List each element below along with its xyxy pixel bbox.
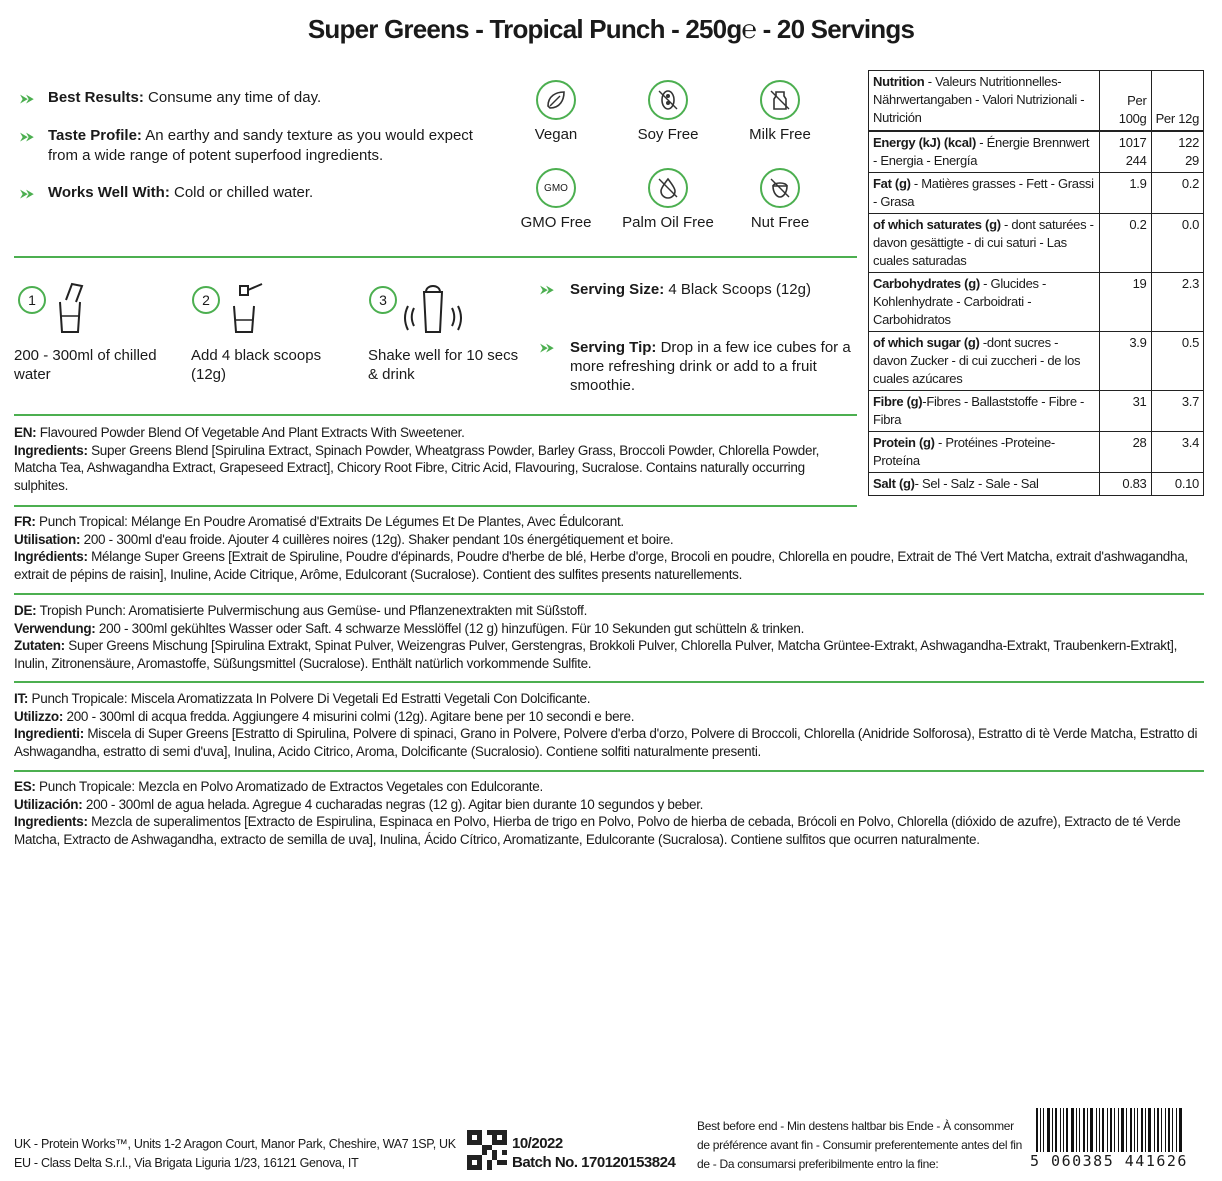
badge-vegan: Vegan <box>501 80 611 143</box>
barcode-bar <box>1090 1108 1093 1152</box>
water-glass-icon <box>52 280 86 336</box>
barcode-icon <box>1036 1108 1200 1152</box>
barcode-bar <box>1096 1108 1097 1152</box>
barcode-bar <box>1107 1108 1108 1152</box>
palm-oil-free-icon <box>648 168 688 208</box>
barcode-bar <box>1063 1108 1064 1152</box>
footer-addresses <box>14 1135 464 1173</box>
barcode-bar <box>1114 1108 1115 1152</box>
barcode-bar <box>1118 1108 1119 1152</box>
lang-it: IT: Punch Tropicale: Miscela Aromatizzata In Polvere Di Vegetali Ed Estratti Vegetali Con Dolcificante. Utilizzo: 200 - 300ml di acqua fredda. Aggiungere 4 misurini colmi (12g). Agitare bene per 10 secondi e bere. Ingredienti: Miscela di Super Greens [Estratto di Spirulina, Polvere di spinaci, Grano in Polvere, Polvere d'erba d'orzo, Polvere di Broccoli, Chlorella (Anidride Solforosa), Estratto di tè Verde Matcha, Estratto di Ashwagandha, estratto di semi d'uva], Inulina, Acido Citrico, Aroma, Dolcificante (Sucralosio). Contiene solfiti naturalmente presenti. <box>14 691 1198 759</box>
nut-free-icon <box>760 168 800 208</box>
soy-free-icon <box>648 80 688 120</box>
barcode-bar <box>1148 1108 1151 1152</box>
barcode-bar <box>1126 1108 1127 1152</box>
product-title: Super Greens - Tropical Punch - 250g℮ - 20 Servings <box>307 14 915 44</box>
barcode-bar <box>1110 1108 1112 1152</box>
barcode-bar <box>1179 1108 1182 1152</box>
barcode-bar <box>1102 1108 1104 1152</box>
col-per-12g: Per 12g <box>1151 71 1203 131</box>
barcode-bar <box>1157 1108 1159 1152</box>
lang-es: ES: Punch Tropicale: Mezcla en Polvo Aromatizado de Extractos Vegetales con Edulcorante. Utilización: 200 - 300ml de agua helada. Agregue 4 cucharadas negras (12 g). Agitar bien durante 10 segundos y beber. Ingredients: Mezcla de superalimentos [Extracto de Espirulina, Espinaca en Polvo, Hierba de trigo en Polvo, Polvo de hierba de cebada, Brócoli en Polvo, Chlorella (dióxido de azufre), Extracto de té Verde Matcha, Extracto de Ashwagandha, extracto de semilla de uva], Inulina, Ácido Cítrico, Aromatizante, Edulcorante (Sucralosa). Contiene sulfitos que ocurren naturalmente. <box>14 779 1181 847</box>
serving-size: ⮞⮞ Serving Size: 4 Black Scoops (12g) <box>540 281 811 298</box>
step-3-number: 3 <box>369 286 397 314</box>
nutrition-row: Protein (g) - Protéines -Proteine- Proteína <box>869 432 1099 473</box>
barcode-bar <box>1043 1108 1044 1152</box>
shaker-icon <box>402 278 462 338</box>
step-1-text: 200 - 300ml of chilled water <box>14 347 157 383</box>
barcode-bar <box>1130 1108 1132 1152</box>
nutrition-row: of which saturates (g) - dont saturées - davon gesättigte - di cui saturi - Las cuales saturadas <box>869 214 1099 273</box>
double-arrow-icon: ⮞⮞ <box>20 131 32 143</box>
lang-fr: FR: Punch Tropical: Mélange En Poudre Aromatisé d'Extraits De Légumes Et De Plantes, Avec Édulcorant. Utilisation: 200 - 300ml d'eau froide. Ajouter 4 cuillères noires (12g). Shaker pendant 10s énergétiquement et boire. Ingrédients: Mélange Super Greens [Extrait de Spiruline, Poudre d'épinards, Poudre d'herbe de blé, Herbe d'orge, Brocoli en poudre, Chlorella en poudre, Extrait de Thé Vert Matcha, extrait d'ashwagandha, extrait de pépins de raisin], Inuline, Acide Citrique, Arôme, Edulcorant (Sucralose). Contient des sulfites presents naturellements. <box>14 514 1188 582</box>
scoop-glass-icon <box>226 280 266 336</box>
double-arrow-icon: ⮞⮞ <box>20 188 32 200</box>
double-arrow-icon: ⮞⮞ <box>540 342 552 354</box>
divider <box>14 681 1204 683</box>
barcode-digits: 5 060385 441626 <box>1030 1152 1188 1170</box>
barcode-bar <box>1161 1108 1162 1152</box>
gmo-free-icon: GMO <box>536 168 576 208</box>
milk-free-icon <box>760 80 800 120</box>
barcode-bar <box>1134 1108 1135 1152</box>
barcode-bar <box>1087 1108 1088 1152</box>
double-arrow-icon: ⮞⮞ <box>20 93 32 105</box>
barcode-bar <box>1071 1108 1074 1152</box>
barcode-bar <box>1040 1108 1041 1152</box>
barcode-bar <box>1168 1108 1170 1152</box>
divider <box>14 414 857 416</box>
best-before-text: Best before end - Min destens haltbar bis Ende - À consommer de préférence avant fin - Consumir preferentemente antes del fin de - Da consumarsi preferibilmente entro la fine: <box>697 1119 1022 1171</box>
divider <box>14 593 1204 595</box>
divider <box>14 256 857 258</box>
barcode-bar <box>1047 1108 1050 1152</box>
address-uk: UK - Protein Works™, Units 1-2 Aragon Court, Manor Park, Cheshire, WA7 1SP, UK <box>14 1137 456 1151</box>
taste-profile: ⮞⮞ Taste Profile: An earthy and sandy texture as you would expect from a wide range of potent superfood ingredients. <box>20 127 473 164</box>
best-results: ⮞⮞ Best Results: Consume any time of day. <box>20 88 500 109</box>
qr-code-icon <box>467 1130 507 1170</box>
divider <box>14 505 857 507</box>
barcode-bar <box>1055 1108 1057 1152</box>
nutrition-row: Carbohydrates (g) - Glucides - Kohlenhydrate - Carboidrati - Carbohidratos <box>869 273 1099 332</box>
barcode-bar <box>1079 1108 1080 1152</box>
barcode-bar <box>1060 1108 1061 1152</box>
col-per-100g: Per 100g <box>1099 71 1151 131</box>
badge-gmo-free: GMO GMO Free <box>501 168 611 231</box>
lang-de: DE: Tropish Punch: Aromatisierte Pulvermischung aus Gemüse- und Pflanzenextrakten mit Süßstoff. Verwendung: 200 - 300ml gekühltes Wasser oder Saft. 4 schwarze Messlöffel (12 g) hinzufügen. Für 10 Sekunden gut schütteln & trinken. Zutaten: Super Greens Mischung [Spirulina Extrakt, Spinat Pulver, Weizengras Pulver, Gerstengras, Brokkoli Pulver, Chlorella Pulver, Matcha Grüntee-Extrakt, Ashwagandha-Extrakt, Traubenkern-Extrakt], Inulin, Zitronensäure, Aromastoffe, Süßungsmittel (Sucralose). Enthält natürlich vorkommende Sulfite. <box>14 603 1178 671</box>
barcode-bar <box>1099 1108 1100 1152</box>
barcode-bar <box>1176 1108 1177 1152</box>
barcode-bar <box>1165 1108 1166 1152</box>
nutrition-row: Fibre (g)-Fibres - Ballaststoffe - Fibre - Fibra <box>869 391 1099 432</box>
batch-number: Batch No. 170120153824 <box>512 1154 676 1171</box>
barcode-bar <box>1083 1108 1085 1152</box>
nutrition-header: Nutrition - Valeurs Nutritionnelles- Nährwertangaben - Valori Nutrizionali - Nutrición <box>873 74 1085 125</box>
barcode-bar <box>1141 1108 1143 1152</box>
badge-milk-free: Milk Free <box>725 80 835 143</box>
step-1-number: 1 <box>18 286 46 314</box>
batch-info <box>512 1134 675 1172</box>
step-2-text: Add 4 black scoops (12g) <box>191 347 322 383</box>
barcode-bar <box>1154 1108 1155 1152</box>
nutrition-row: Salt (g)- Sel - Salz - Sale - Sal <box>869 473 1099 496</box>
barcode-bar <box>1036 1108 1038 1152</box>
nutrition-table: Nutrition - Valeurs Nutritionnelles- Nährwertangaben - Valori Nutrizionali - Nutrición Per 100g Per 12g Energy (kJ) (kcal) - Énergie Brennwert - Energia - Energía 1017 244 122 29 Fat (g) - Matières grasses - Fett - Grassi - Grasa 1.9 0.2 of which saturates (g) - dont saturées - davon gesättigte - di cui saturi - Las cuales saturadas 0.2 0.0 Carbohydrates (g) - Glucides - Kohlenhydrate - Carboidrati - Carbohidratos 19 2.3 of which sugar (g) -dont sucres - davon Zucker - di cui zuccheri - de los cuales azúcares 3.9 0.5 Fibre (g)-Fibres - Ballaststoffe - Fibre - Fibra 31 3.7 Protein (g) - Protéines -Proteine- Proteína 28 3.4 Salt (g)- Sel - Salz - Sale - Sal 0.83 0.10 <box>868 70 1204 496</box>
nutrition-row: of which sugar (g) -dont sucres - davon Zucker - di cui zuccheri - de los cuales azúcares <box>869 332 1099 391</box>
barcode-bar <box>1052 1108 1053 1152</box>
double-arrow-icon: ⮞⮞ <box>540 284 552 296</box>
badge-palm-oil-free: Palm Oil Free <box>613 168 723 231</box>
divider <box>14 770 1204 772</box>
lang-en: EN: Flavoured Powder Blend Of Vegetable And Plant Extracts With Sweetener. Ingredients: Super Greens Blend [Spirulina Extract, Spinach Powder, Wheatgrass Powder, Barley Grass, Broccoli Powder, Chlorella Powder, Matcha Tea, Ashwagandha Extract, Grapeseed Extract], Chicory Root Fibre, Citric Acid, Flavouring, Sucralose. Contains naturally occurring sulphites. <box>14 425 820 493</box>
serving-tip: ⮞⮞ Serving Tip: Drop in a few ice cubes for a more refreshing drink or add to a fruit smoothie. <box>540 339 851 394</box>
barcode-bar <box>1121 1108 1124 1152</box>
barcode-bar <box>1137 1108 1138 1152</box>
barcode-bar <box>1066 1108 1068 1152</box>
step-2-number: 2 <box>192 286 220 314</box>
badge-nut-free: Nut Free <box>725 168 835 231</box>
barcode-bar <box>1076 1108 1077 1152</box>
works-well-with: ⮞⮞ Works Well With: Cold or chilled water. <box>20 183 500 204</box>
barcode-bar <box>1145 1108 1146 1152</box>
step-3-text: Shake well for 10 secs & drink <box>368 347 519 383</box>
vegan-leaf-icon <box>536 80 576 120</box>
badge-soy-free: Soy Free <box>613 80 723 143</box>
nutrition-row: Energy (kJ) (kcal) - Énergie Brennwert - Energia - Energía <box>869 131 1099 173</box>
barcode-bar <box>1172 1108 1173 1152</box>
nutrition-row: Fat (g) - Matières grasses - Fett - Grassi - Grasa <box>869 173 1099 214</box>
date-code: 10/2022 <box>512 1135 563 1152</box>
address-eu: EU - Class Delta S.r.l., Via Brigata Liguria 1/23, 16121 Genova, IT <box>14 1156 359 1170</box>
